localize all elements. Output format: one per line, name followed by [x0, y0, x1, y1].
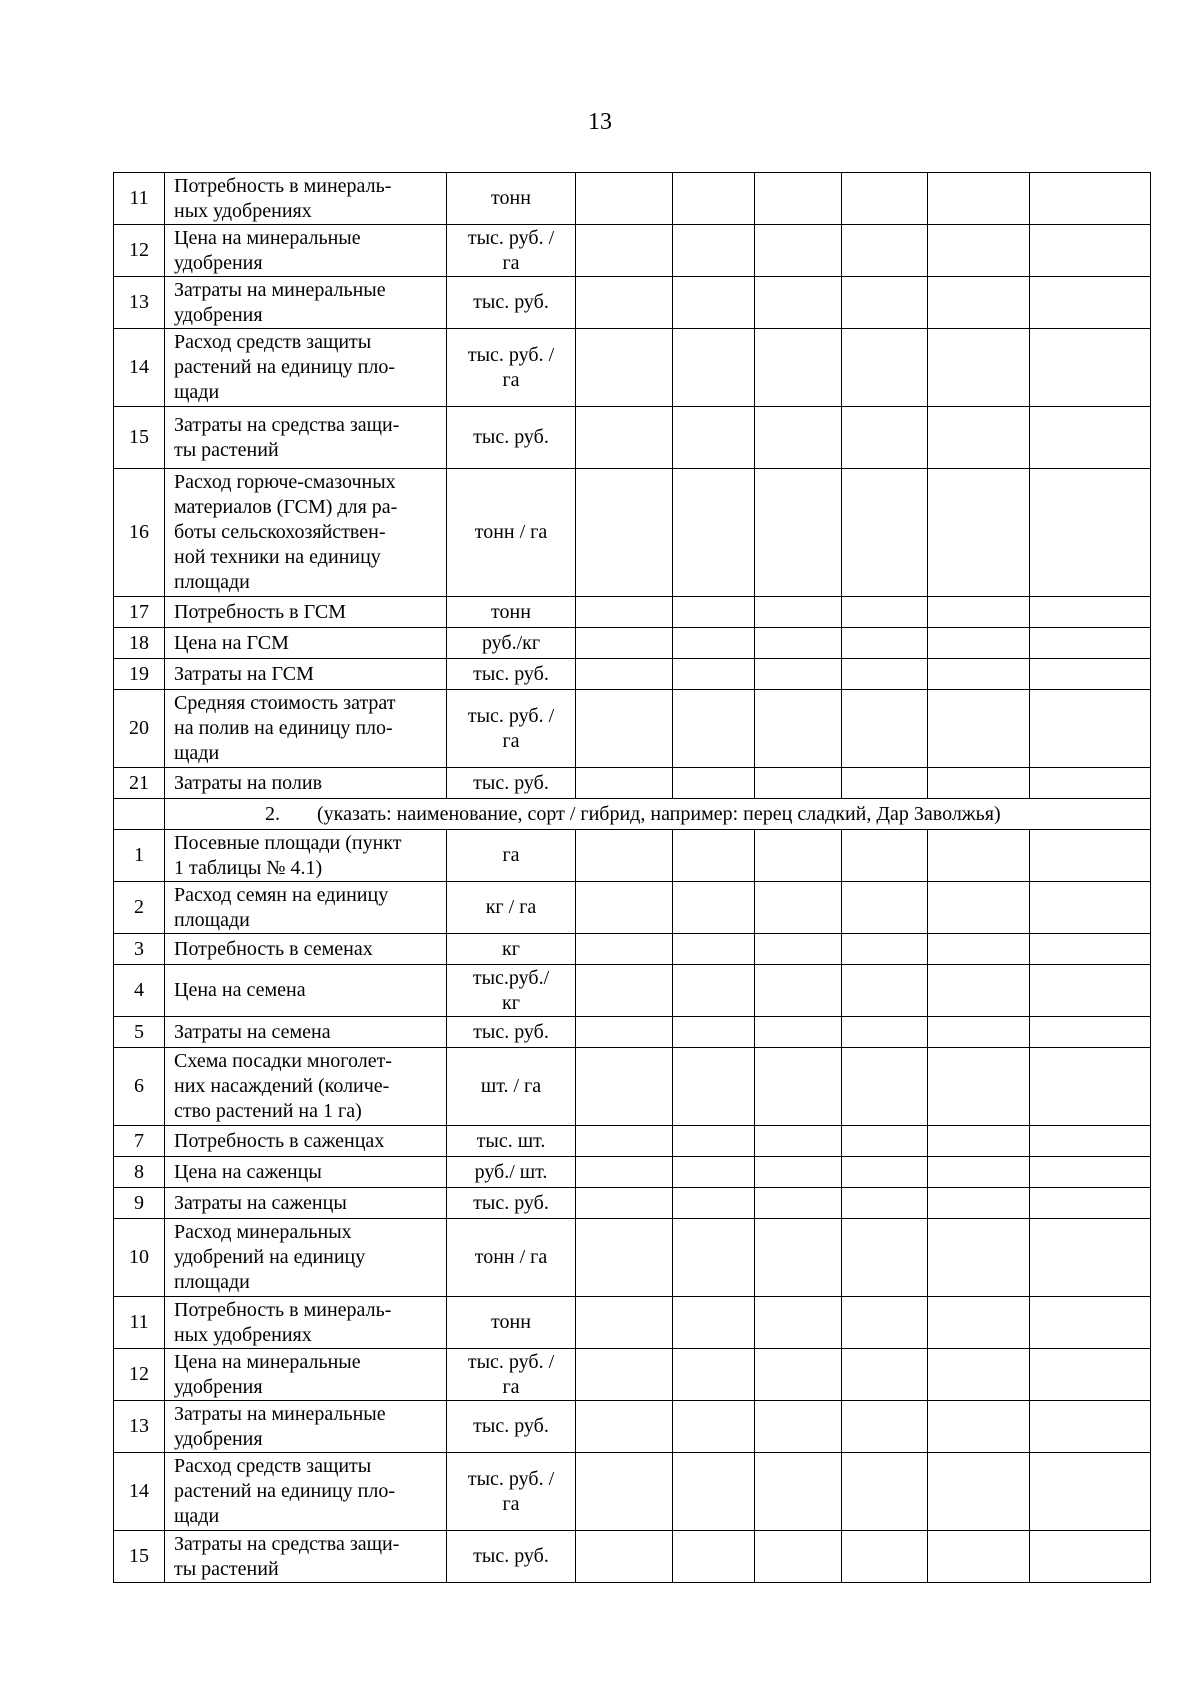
row-number-cell: 3	[114, 934, 165, 965]
value-cell[interactable]	[1030, 1157, 1151, 1188]
value-cell[interactable]	[576, 1531, 673, 1583]
value-cell[interactable]	[842, 1126, 928, 1157]
value-cell[interactable]	[755, 965, 842, 1017]
row-number-cell: 7	[114, 1126, 165, 1157]
value-cell[interactable]	[842, 1401, 928, 1453]
value-cell[interactable]	[928, 659, 1030, 690]
indicator-name-cell: Потребность в ГСМ	[165, 597, 447, 628]
section-row	[114, 799, 1151, 830]
value-cell[interactable]	[755, 329, 842, 407]
value-cell[interactable]	[928, 1453, 1030, 1531]
row-number-cell: 8	[114, 1157, 165, 1188]
value-cell[interactable]	[928, 1219, 1030, 1297]
value-cell[interactable]	[673, 768, 755, 799]
unit-cell: тонн / га	[447, 1219, 576, 1297]
unit-cell: тыс. руб. / га	[447, 225, 576, 277]
row-number-cell: 4	[114, 965, 165, 1017]
table-row	[114, 1188, 1151, 1219]
row-number-cell: 15	[114, 407, 165, 469]
row-number-cell: 14	[114, 1453, 165, 1531]
unit-cell: га	[447, 830, 576, 882]
value-cell[interactable]	[842, 173, 928, 225]
value-cell[interactable]	[576, 1157, 673, 1188]
row-number-cell: 16	[114, 469, 165, 597]
table-row	[114, 1048, 1151, 1126]
value-cell[interactable]	[842, 934, 928, 965]
value-cell[interactable]	[673, 1188, 755, 1219]
value-cell[interactable]	[928, 965, 1030, 1017]
value-cell[interactable]	[755, 1349, 842, 1401]
indicator-name-cell: Потребность в минераль- ных удобрениях	[165, 173, 447, 225]
value-cell[interactable]	[755, 1188, 842, 1219]
page-number: 13	[588, 109, 612, 135]
value-cell[interactable]	[842, 225, 928, 277]
value-cell[interactable]	[673, 1017, 755, 1048]
value-cell[interactable]	[576, 173, 673, 225]
table-row	[114, 1531, 1151, 1583]
unit-cell: тыс. руб.	[447, 1017, 576, 1048]
unit-cell: тонн	[447, 1297, 576, 1349]
section-heading-cell	[165, 799, 1151, 830]
indicator-name-cell: Затраты на средства защи- ты растений	[165, 1531, 447, 1583]
value-cell[interactable]	[755, 659, 842, 690]
row-number-cell: 13	[114, 1401, 165, 1453]
value-cell[interactable]	[673, 173, 755, 225]
value-cell[interactable]	[1030, 882, 1151, 934]
table-row	[114, 1219, 1151, 1297]
value-cell[interactable]	[928, 277, 1030, 329]
table-row	[114, 882, 1151, 934]
value-cell[interactable]	[673, 1126, 755, 1157]
indicator-name-cell: Расход горюче-смазочных материалов (ГСМ) для ра- боты сельскохозяйствен- ной техники на единицу площади	[165, 469, 447, 597]
value-cell[interactable]	[576, 277, 673, 329]
row-number-cell: 13	[114, 277, 165, 329]
indicator-name-cell: Потребность в минераль- ных удобрениях	[165, 1297, 447, 1349]
indicator-name-cell: Затраты на семена	[165, 1017, 447, 1048]
indicator-name-cell: Затраты на ГСМ	[165, 659, 447, 690]
value-cell[interactable]	[842, 277, 928, 329]
table-row	[114, 965, 1151, 1017]
unit-cell: тыс. руб.	[447, 1401, 576, 1453]
value-cell[interactable]	[576, 690, 673, 768]
value-cell[interactable]	[928, 597, 1030, 628]
value-cell[interactable]	[673, 1453, 755, 1531]
row-number-cell: 18	[114, 628, 165, 659]
unit-cell: руб./ шт.	[447, 1157, 576, 1188]
row-number-cell: 19	[114, 659, 165, 690]
value-cell[interactable]	[576, 882, 673, 934]
indicator-name-cell: Потребность в семенах	[165, 934, 447, 965]
value-cell[interactable]	[1030, 1453, 1151, 1531]
indicator-name-cell: Цена на семена	[165, 965, 447, 1017]
indicator-name-cell: Расход средств защиты растений на единицу пло- щади	[165, 329, 447, 407]
value-cell[interactable]	[1030, 1219, 1151, 1297]
unit-cell: тонн	[447, 173, 576, 225]
value-cell[interactable]	[842, 407, 928, 469]
unit-cell: шт. / га	[447, 1048, 576, 1126]
value-cell[interactable]	[928, 1349, 1030, 1401]
value-cell[interactable]	[1030, 965, 1151, 1017]
value-cell[interactable]	[673, 1048, 755, 1126]
value-cell[interactable]	[1030, 407, 1151, 469]
value-cell[interactable]	[842, 1297, 928, 1349]
unit-cell: руб./кг	[447, 628, 576, 659]
value-cell[interactable]	[755, 690, 842, 768]
table-row	[114, 173, 1151, 225]
value-cell[interactable]	[673, 225, 755, 277]
value-cell[interactable]	[755, 1401, 842, 1453]
value-cell[interactable]	[928, 1401, 1030, 1453]
value-cell[interactable]	[673, 1531, 755, 1583]
row-number-cell: 5	[114, 1017, 165, 1048]
value-cell[interactable]	[576, 965, 673, 1017]
unit-cell: тыс. руб.	[447, 277, 576, 329]
value-cell[interactable]	[842, 597, 928, 628]
value-cell[interactable]	[928, 1048, 1030, 1126]
value-cell[interactable]	[576, 1219, 673, 1297]
value-cell[interactable]	[842, 1188, 928, 1219]
value-cell[interactable]	[1030, 277, 1151, 329]
table-row	[114, 1126, 1151, 1157]
value-cell[interactable]	[673, 1157, 755, 1188]
value-cell[interactable]	[755, 1048, 842, 1126]
table-row	[114, 1349, 1151, 1401]
unit-cell: тонн / га	[447, 469, 576, 597]
value-cell[interactable]	[928, 830, 1030, 882]
row-number-cell	[114, 799, 165, 830]
unit-cell: тыс.руб./ кг	[447, 965, 576, 1017]
value-cell[interactable]	[1030, 1048, 1151, 1126]
value-cell[interactable]	[842, 1157, 928, 1188]
value-cell[interactable]	[755, 277, 842, 329]
indicator-name-cell: Затраты на саженцы	[165, 1188, 447, 1219]
table-row	[114, 659, 1151, 690]
value-cell[interactable]	[1030, 1017, 1151, 1048]
value-cell[interactable]	[928, 1531, 1030, 1583]
value-cell[interactable]	[576, 1048, 673, 1126]
value-cell[interactable]	[928, 173, 1030, 225]
unit-cell: тыс. руб.	[447, 659, 576, 690]
value-cell[interactable]	[576, 628, 673, 659]
value-cell[interactable]	[928, 1126, 1030, 1157]
indicator-name-cell: Расход средств защиты растений на единицу пло- щади	[165, 1453, 447, 1531]
value-cell[interactable]	[842, 768, 928, 799]
value-cell[interactable]	[928, 628, 1030, 659]
value-cell[interactable]	[576, 225, 673, 277]
value-cell[interactable]	[1030, 329, 1151, 407]
value-cell[interactable]	[673, 659, 755, 690]
value-cell[interactable]	[576, 1453, 673, 1531]
unit-cell: кг / га	[447, 882, 576, 934]
value-cell[interactable]	[755, 1126, 842, 1157]
table-row	[114, 597, 1151, 628]
row-number-cell: 11	[114, 1297, 165, 1349]
value-cell[interactable]	[576, 1297, 673, 1349]
value-cell[interactable]	[576, 934, 673, 965]
unit-cell: тыс. руб. / га	[447, 329, 576, 407]
value-cell[interactable]	[576, 659, 673, 690]
value-cell[interactable]	[842, 830, 928, 882]
value-cell[interactable]	[576, 407, 673, 469]
indicator-name-cell: Цена на саженцы	[165, 1157, 447, 1188]
unit-cell: тыс. руб.	[447, 1188, 576, 1219]
value-cell[interactable]	[755, 1453, 842, 1531]
value-cell[interactable]	[673, 1401, 755, 1453]
table-row	[114, 1453, 1151, 1531]
table-row	[114, 225, 1151, 277]
value-cell[interactable]	[1030, 1188, 1151, 1219]
value-cell[interactable]	[673, 597, 755, 628]
value-cell[interactable]	[673, 469, 755, 597]
value-cell[interactable]	[842, 1453, 928, 1531]
value-cell[interactable]	[576, 1126, 673, 1157]
table-row	[114, 830, 1151, 882]
value-cell[interactable]	[1030, 690, 1151, 768]
table-row	[114, 1017, 1151, 1048]
table-row	[114, 690, 1151, 768]
value-cell[interactable]	[576, 768, 673, 799]
unit-cell: тыс. руб. / га	[447, 1349, 576, 1401]
table-row	[114, 1297, 1151, 1349]
value-cell[interactable]	[755, 1297, 842, 1349]
table-row	[114, 1157, 1151, 1188]
value-cell[interactable]	[928, 469, 1030, 597]
value-cell[interactable]	[842, 965, 928, 1017]
value-cell[interactable]	[673, 965, 755, 1017]
unit-cell: тыс. шт.	[447, 1126, 576, 1157]
table-row	[114, 469, 1151, 597]
value-cell[interactable]	[928, 329, 1030, 407]
value-cell[interactable]	[755, 469, 842, 597]
value-cell[interactable]	[928, 768, 1030, 799]
value-cell[interactable]	[842, 329, 928, 407]
value-cell[interactable]	[1030, 1126, 1151, 1157]
unit-cell: тыс. руб.	[447, 407, 576, 469]
value-cell[interactable]	[576, 1349, 673, 1401]
value-cell[interactable]	[576, 1188, 673, 1219]
value-cell[interactable]	[928, 934, 1030, 965]
row-number-cell: 9	[114, 1188, 165, 1219]
value-cell[interactable]	[673, 407, 755, 469]
row-number-cell: 14	[114, 329, 165, 407]
table-row	[114, 1401, 1151, 1453]
indicator-name-cell: Цена на минеральные удобрения	[165, 225, 447, 277]
table-row	[114, 768, 1151, 799]
row-number-cell: 1	[114, 830, 165, 882]
value-cell[interactable]	[842, 469, 928, 597]
value-cell[interactable]	[928, 225, 1030, 277]
indicator-name-cell: Средняя стоимость затрат на полив на единицу пло- щади	[165, 690, 447, 768]
indicator-name-cell: Затраты на средства защи- ты растений	[165, 407, 447, 469]
value-cell[interactable]	[755, 628, 842, 659]
value-cell[interactable]	[673, 1219, 755, 1297]
indicator-name-cell: Цена на минеральные удобрения	[165, 1349, 447, 1401]
value-cell[interactable]	[842, 882, 928, 934]
section-title: (указать: наименование, сорт / гибрид, например: перец сладкий, Дар Заволжья)	[317, 802, 1001, 825]
value-cell[interactable]	[755, 1017, 842, 1048]
value-cell[interactable]	[842, 628, 928, 659]
unit-cell: тыс. руб. / га	[447, 1453, 576, 1531]
value-cell[interactable]	[673, 1349, 755, 1401]
row-number-cell: 6	[114, 1048, 165, 1126]
value-cell[interactable]	[842, 1349, 928, 1401]
row-number-cell: 15	[114, 1531, 165, 1583]
unit-cell: тыс. руб. / га	[447, 690, 576, 768]
value-cell[interactable]	[1030, 469, 1151, 597]
value-cell[interactable]	[673, 1297, 755, 1349]
indicator-name-cell: Расход семян на единицу площади	[165, 882, 447, 934]
indicator-name-cell: Затраты на минеральные удобрения	[165, 277, 447, 329]
value-cell[interactable]	[673, 830, 755, 882]
value-cell[interactable]	[842, 659, 928, 690]
indicator-name-cell: Потребность в саженцах	[165, 1126, 447, 1157]
row-number-cell: 12	[114, 1349, 165, 1401]
indicator-name-cell: Схема посадки многолет- них насаждений (количе- ство растений на 1 га)	[165, 1048, 447, 1126]
value-cell[interactable]	[576, 329, 673, 407]
resource-cost-table	[113, 172, 1151, 1583]
value-cell[interactable]	[755, 1531, 842, 1583]
row-number-cell: 20	[114, 690, 165, 768]
section-number: 2.	[265, 802, 280, 825]
unit-cell: тыс. руб.	[447, 1531, 576, 1583]
value-cell[interactable]	[755, 1157, 842, 1188]
indicator-name-cell: Затраты на минеральные удобрения	[165, 1401, 447, 1453]
table-row	[114, 277, 1151, 329]
table-body	[114, 173, 1151, 1583]
value-cell[interactable]	[755, 830, 842, 882]
value-cell[interactable]	[673, 690, 755, 768]
row-number-cell: 21	[114, 768, 165, 799]
value-cell[interactable]	[1030, 659, 1151, 690]
value-cell[interactable]	[755, 407, 842, 469]
value-cell[interactable]	[1030, 1349, 1151, 1401]
row-number-cell: 17	[114, 597, 165, 628]
value-cell[interactable]	[1030, 597, 1151, 628]
value-cell[interactable]	[576, 1017, 673, 1048]
value-cell[interactable]	[928, 407, 1030, 469]
value-cell[interactable]	[755, 173, 842, 225]
value-cell[interactable]	[576, 597, 673, 628]
value-cell[interactable]	[755, 934, 842, 965]
value-cell[interactable]	[928, 882, 1030, 934]
table-row	[114, 407, 1151, 469]
value-cell[interactable]	[673, 934, 755, 965]
value-cell[interactable]	[755, 597, 842, 628]
value-cell[interactable]	[842, 1048, 928, 1126]
value-cell[interactable]	[755, 1219, 842, 1297]
value-cell[interactable]	[1030, 934, 1151, 965]
value-cell[interactable]	[576, 1401, 673, 1453]
value-cell[interactable]	[928, 1017, 1030, 1048]
value-cell[interactable]	[842, 1531, 928, 1583]
indicator-name-cell: Посевные площади (пункт 1 таблицы № 4.1)	[165, 830, 447, 882]
value-cell[interactable]	[928, 1188, 1030, 1219]
value-cell[interactable]	[755, 768, 842, 799]
value-cell[interactable]	[1030, 830, 1151, 882]
value-cell[interactable]	[1030, 225, 1151, 277]
value-cell[interactable]	[1030, 768, 1151, 799]
unit-cell: тыс. руб.	[447, 768, 576, 799]
unit-cell: кг	[447, 934, 576, 965]
indicator-name-cell: Затраты на полив	[165, 768, 447, 799]
row-number-cell: 10	[114, 1219, 165, 1297]
unit-cell: тонн	[447, 597, 576, 628]
value-cell[interactable]	[1030, 173, 1151, 225]
row-number-cell: 2	[114, 882, 165, 934]
row-number-cell: 12	[114, 225, 165, 277]
value-cell[interactable]	[673, 277, 755, 329]
value-cell[interactable]	[673, 882, 755, 934]
value-cell[interactable]	[928, 690, 1030, 768]
table-row	[114, 628, 1151, 659]
value-cell[interactable]	[673, 329, 755, 407]
value-cell[interactable]	[842, 1017, 928, 1048]
value-cell[interactable]	[1030, 1401, 1151, 1453]
value-cell[interactable]	[842, 1219, 928, 1297]
row-number-cell: 11	[114, 173, 165, 225]
value-cell[interactable]	[928, 1157, 1030, 1188]
value-cell[interactable]	[576, 469, 673, 597]
value-cell[interactable]	[928, 1297, 1030, 1349]
indicator-name-cell: Цена на ГСМ	[165, 628, 447, 659]
table-row	[114, 934, 1151, 965]
value-cell[interactable]	[1030, 628, 1151, 659]
value-cell[interactable]	[1030, 1531, 1151, 1583]
value-cell[interactable]	[576, 830, 673, 882]
value-cell[interactable]	[673, 628, 755, 659]
indicator-name-cell: Расход минеральных удобрений на единицу площади	[165, 1219, 447, 1297]
value-cell[interactable]	[755, 882, 842, 934]
value-cell[interactable]	[1030, 1297, 1151, 1349]
table-row	[114, 329, 1151, 407]
value-cell[interactable]	[755, 225, 842, 277]
value-cell[interactable]	[842, 690, 928, 768]
